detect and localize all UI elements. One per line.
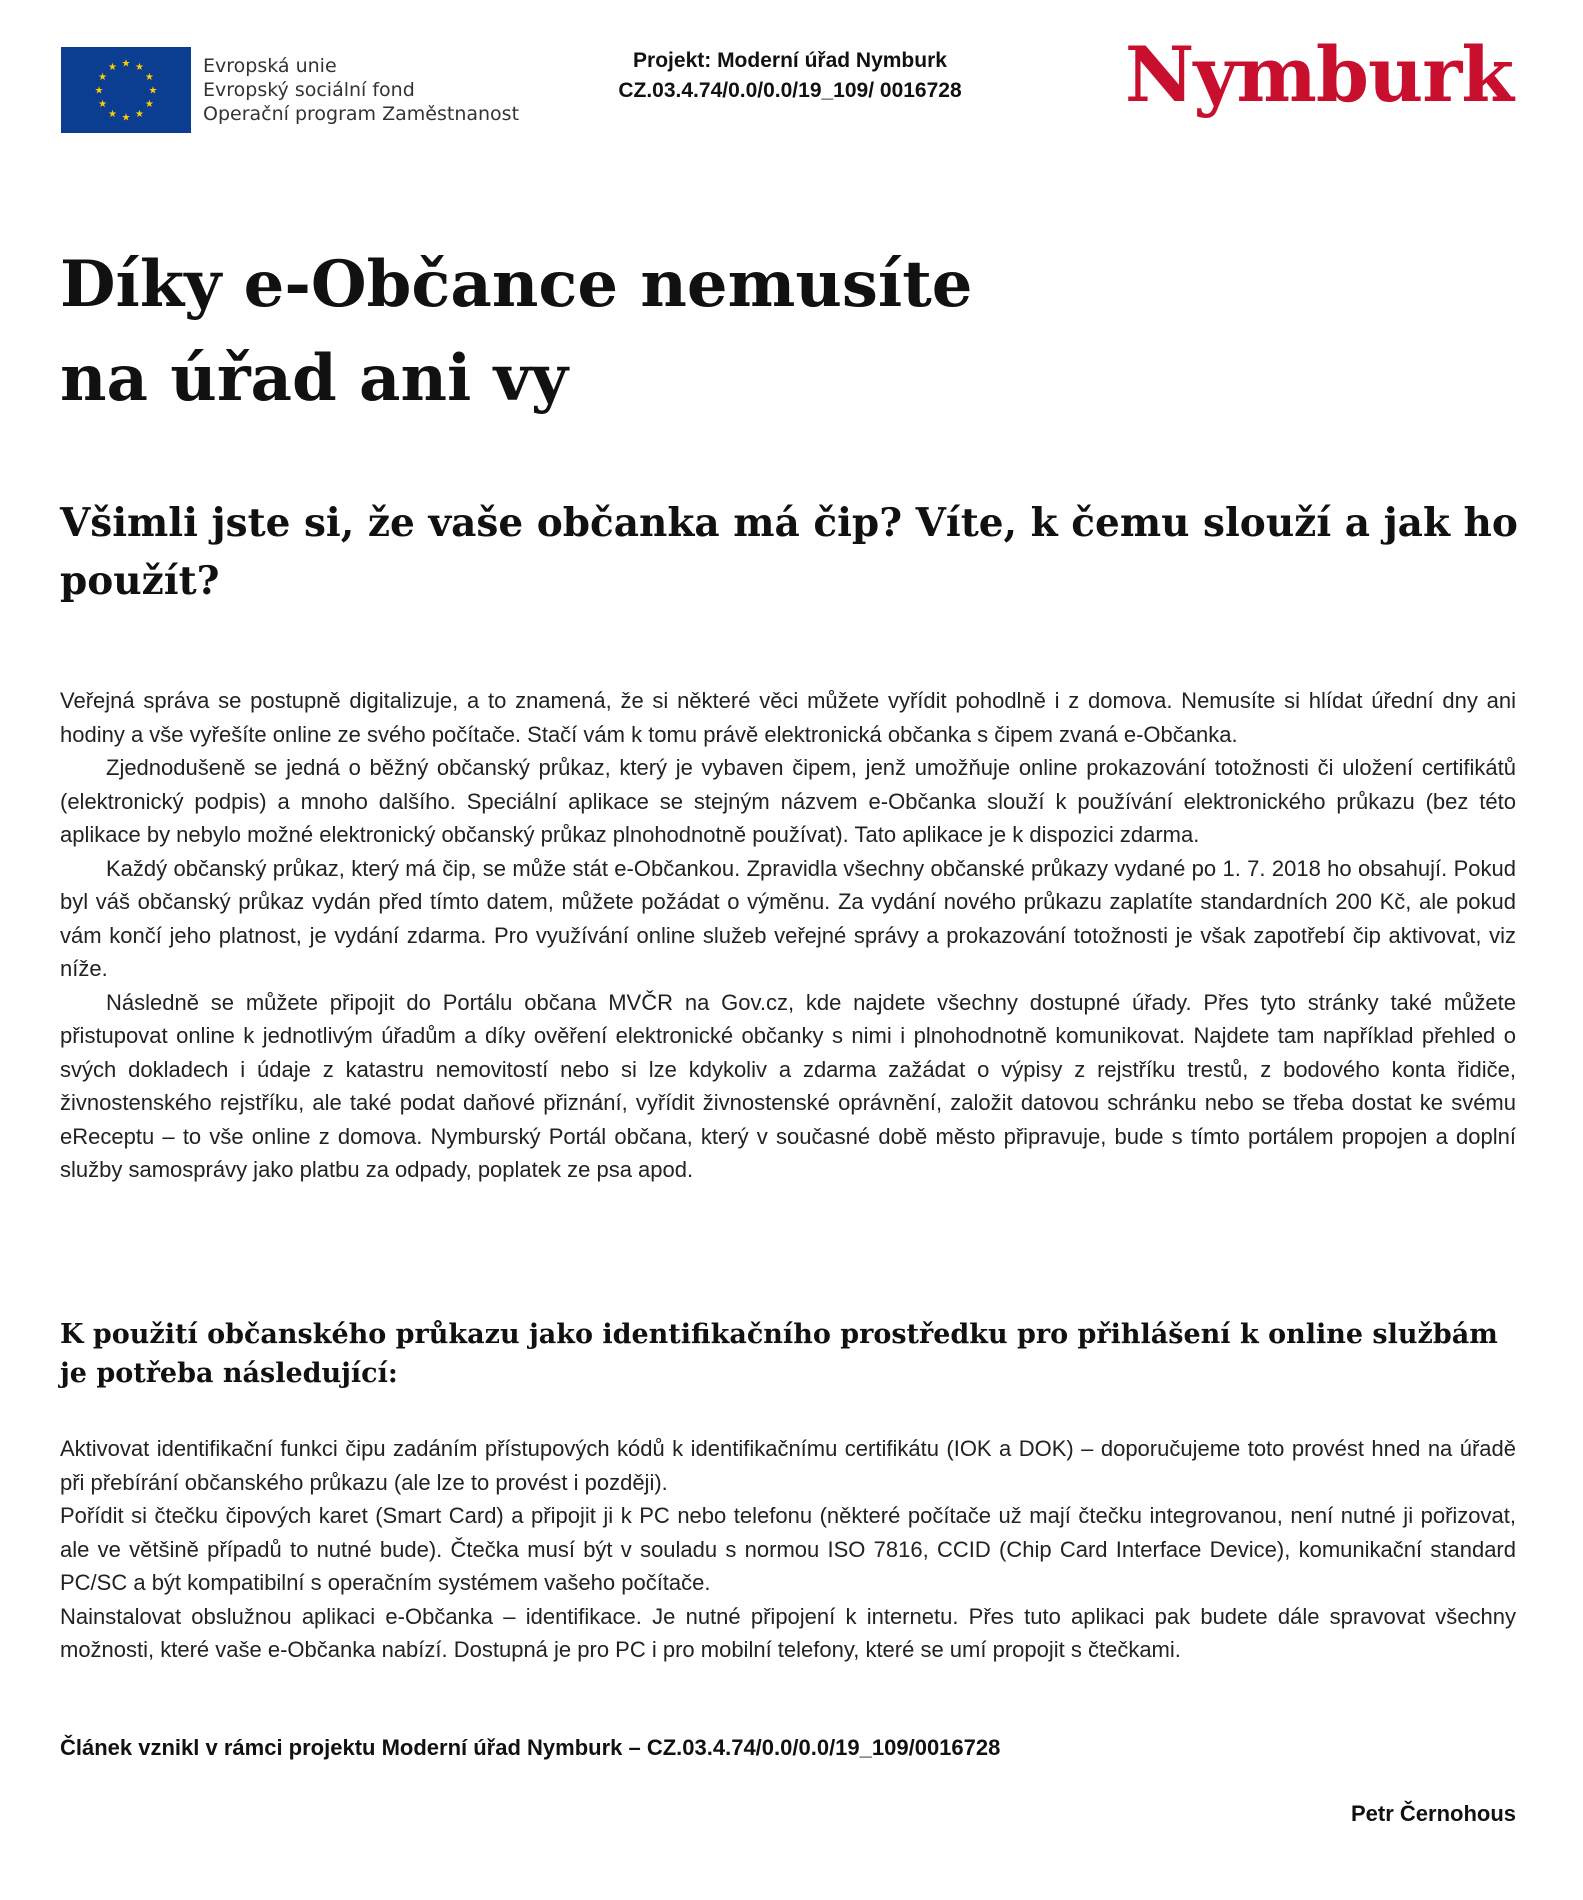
eu-star-icon: ★ <box>108 62 117 74</box>
eu-star-icon: ★ <box>121 58 131 70</box>
eu-logo-text <box>203 54 519 126</box>
city-logo: Nymburk <box>1124 30 1513 119</box>
title-line: Díky e-Občance nemusíte <box>60 247 973 322</box>
eu-star-icon: ★ <box>98 72 108 83</box>
paragraph: Zjednodušeně se jedná o běžný občanský průkaz, který je vybaven čipem, jenž umožňuje online prokazování totožnosti či uložení certifikátů (elektronický podpis) a mnoho dalšího. Speciální aplikace se stejným názvem e-Občanka slouží k používání elektronického průkazu (bez této aplikace by nebylo možné elektronický občanský průkaz plnohodnotně používat). Tato aplikace je k dispozici zdarma. <box>60 755 1516 847</box>
eu-logo-line: Evropský sociální fond <box>203 79 415 101</box>
eu-star-icon: ★ <box>121 112 131 124</box>
eu-logo-line: Operační program Zaměstnanost <box>203 103 520 125</box>
requirements-list <box>60 1432 1516 1667</box>
eu-star-icon: ★ <box>135 62 144 74</box>
eu-star-icon: ★ <box>94 85 104 97</box>
eu-logo <box>61 47 519 133</box>
paragraph: Veřejná správa se postupně digitalizuje, a to znamená, že si některé věci můžete vyřídit pohodlně i z domova. Nemusíte si hlídat úřední dny ani hodiny a vše vyřešíte online ze svého počítače. Stačí vám k tomu právě elektronická občanka s čipem zvaná e-Občanka. <box>60 688 1516 747</box>
eu-logo-line: Evropská unie <box>203 55 337 77</box>
requirement-item: Pořídit si čtečku čipových karet (Smart Card) a připojit ji k PC nebo telefonu (některé počítače už mají čtečku integrovanou, není nutné ji pořizovat, ale ve většině případů to nutné bude). Čtečka musí být v souladu s normou ISO 7816, CCID (Chip Card Interface Device), komunikační standard PC/SC a být kompatibilní s operačním systémem vašeho počítače. <box>60 1503 1516 1595</box>
paragraph: Následně se můžete připojit do Portálu občana MVČR na Gov.cz, kde najdete všechny dostupné úřady. Přes tyto stránky také můžete přistupovat online k jednotlivým úřadům a díky ověření elektronické občanky s nimi i plnohodnotně komunikovat. Najdete tam například přehled o svých dokladech i údaje z katastru nemovitostí nebo si lze kdykoliv a zdarma zažádat o výpisy z rejstříku trestů, z bodového konta řidiče, živnostenského rejstříku, ale také podat daňové přiznání, vyřídit živnostenské oprávnění, založit datovou schránku nebo se třeba dostat ke svému eReceptu – to vše online z domova. Nymburský Portál občana, který v současné době město připravuje, bude s tímto portálem propojen a doplní služby samosprávy jako platbu za odpady, poplatek ze psa apod. <box>60 989 1516 1182</box>
eu-star-icon: ★ <box>98 99 108 110</box>
paragraph: Každý občanský průkaz, který má čip, se může stát e-Občankou. Zpravidla všechny občanské průkazy vydané po 1. 7. 2018 ho obsahují. Pokud byl váš občanský průkaz vydán před tímto datem, můžete požádat o výměnu. Za vydání nového průkazu zaplatíte standardních 200 Kč, ale pokud vám končí jeho platnost, je vydání zdarma. Pro využívání online služeb veřejné správy a prokazování totožnosti je však zapotřebí čip aktivovat, viz níže. <box>60 855 1516 981</box>
eu-flag-icon <box>61 47 191 133</box>
eu-star-icon: ★ <box>144 72 154 83</box>
project-code: CZ.03.4.74/0.0/0.0/19_109/ 0016728 <box>618 79 962 102</box>
eu-star-icon: ★ <box>144 99 154 110</box>
section-heading: K použití občanského průkazu jako identifikačního prostředku pro přihlášení k online službám je potřeba následující: <box>60 1319 1498 1389</box>
author-name: Petr Černohous <box>1350 1801 1516 1826</box>
eu-star-icon: ★ <box>148 85 158 97</box>
eu-star-icon: ★ <box>108 108 117 120</box>
page-header <box>0 0 1583 140</box>
article-title <box>60 238 1160 426</box>
project-name: Projekt: Moderní úřad Nymburk <box>633 49 947 72</box>
project-info <box>560 46 1020 106</box>
eu-star-icon: ★ <box>135 108 144 120</box>
article-subtitle: Všimli jste si, že vaše občanka má čip? Víte, k čemu slouží a jak ho použít? <box>60 500 1518 604</box>
requirement-item: Aktivovat identifikační funkci čipu zadáním přístupových kódů k identifikačnímu certifikátu (IOK a DOK) – doporučujeme toto provést hned na úřadě při přebírání občanského průkazu (ale lze to provést i později). <box>60 1436 1516 1495</box>
project-note: Článek vznikl v rámci projektu Moderní úřad Nymburk – CZ.03.4.74/0.0/0.0/19_109/0016728 <box>60 1735 1001 1760</box>
requirement-item: Nainstalovat obslužnou aplikaci e-Občanka – identifikace. Je nutné připojení k internetu. Přes tuto aplikaci pak budete dále spravovat všechny možnosti, které vaše e-Občanka nabízí. Dostupná je pro PC i pro mobilní telefony, které se umí propojit s čtečkami. <box>60 1603 1516 1662</box>
title-line: na úřad ani vy <box>60 341 568 416</box>
article-body <box>60 684 1516 1187</box>
